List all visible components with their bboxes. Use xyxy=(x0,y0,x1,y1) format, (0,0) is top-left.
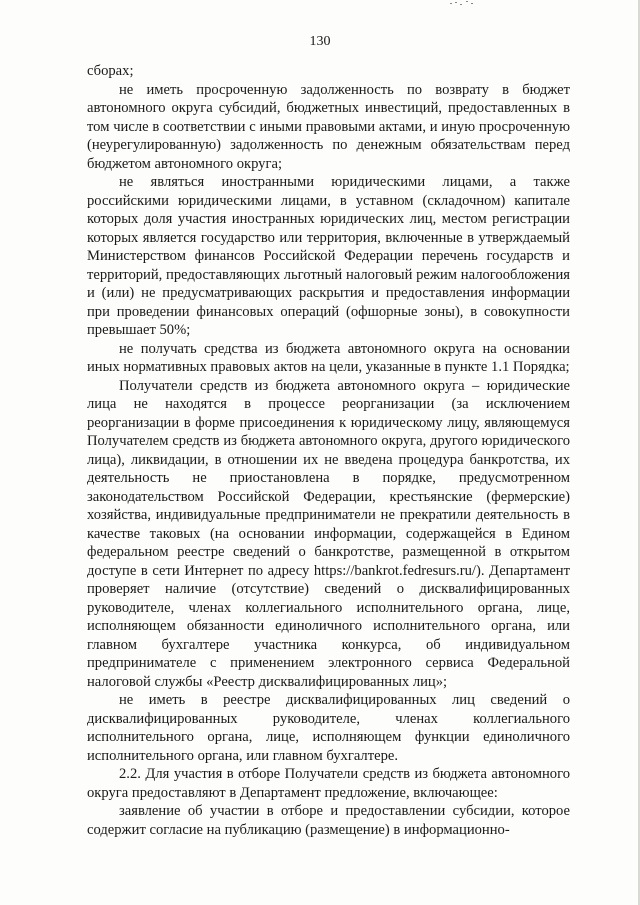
paragraph: Получатели средств из бюджета автономного округа – юридические лица не находятся в процессе реорганизации (за исключением реорганизации в форме присоединения к юридическому лицу, являющемуся Получателем средств из бюджета автономного округа, другого юридического лица), ликвидации, в отношении их не введена процедура банкротства, их деятельность не приостановлена в порядке, предусмотренном законодательством Российской Федерации, крестьянские (фермерские) хозяйства, индивидуальные предприниматели не прекратили деятельность в качестве таковых (на основании информации, содержащейся в Едином федеральном реестре сведений о банкротстве, размещенной в открытом доступе в сети Интернет по адресу https://bankrot.fedresurs.ru/). Департамент проверяет наличие (отсутствие) сведений о дисквалифицированных руководителе, членах коллегиального исполнительного органа, лице, исполняющем обязанности единоличного исполнительного органа, или главном бухгалтере участника конкурса, об индивидуальном предпринимателе с применением электронного сервиса Федеральной налоговой службы «Реестр дисквалифицированных лиц»; xyxy=(87,377,570,690)
paragraph: сборах; xyxy=(87,63,134,79)
paragraph: 2.2. Для участия в отборе Получатели средств из бюджета автономного округа предоставляют в Департамент предложение, включающее: xyxy=(87,766,570,801)
paragraph: заявление об участии в отборе и предоставлении субсидии, которое содержит согласие на публикацию (размещение) в информационно- xyxy=(87,803,570,838)
paragraph: не иметь в реестре дисквалифицированных лиц сведений о дисквалифицированных руководителе, членах коллегиального исполнительного органа, лице, исполняющем функции единоличного исполнительного органа, или главном бухгалтере. xyxy=(87,692,570,764)
paragraph: не получать средства из бюджета автономного округа на основании иных нормативных правовых актов на цели, указанные в пункте 1.1 Порядка; xyxy=(87,340,570,375)
paragraph: не иметь просроченную задолженность по возврату в бюджет автономного округа субсидий, бюджетных инвестиций, предоставленных в том числе в соответствии с иными правовыми актами, и иную просроченную (неурегулированную) задолженность по денежным обязательствам перед бюджетом автономного округа; xyxy=(87,81,570,172)
page-number: 130 xyxy=(309,34,331,49)
body-text xyxy=(87,62,570,839)
scan-speck xyxy=(450,0,476,6)
paragraph: не являться иностранными юридическими лицами, а также российскими юридическими лицами, в уставном (складочном) капитале которых доля участия иностранных юридических лиц, местом регистрации которых является государство или территория, включенные в утверждаемый Министерством финансов Российской Федерации перечень государств и территорий, предоставляющих льготный налоговый режим налогообложения и (или) не предусматривающих раскрытия и предоставления информации при проведении финансовых операций (офшорные зоны), в совокупности превышает 50%; xyxy=(87,174,570,338)
